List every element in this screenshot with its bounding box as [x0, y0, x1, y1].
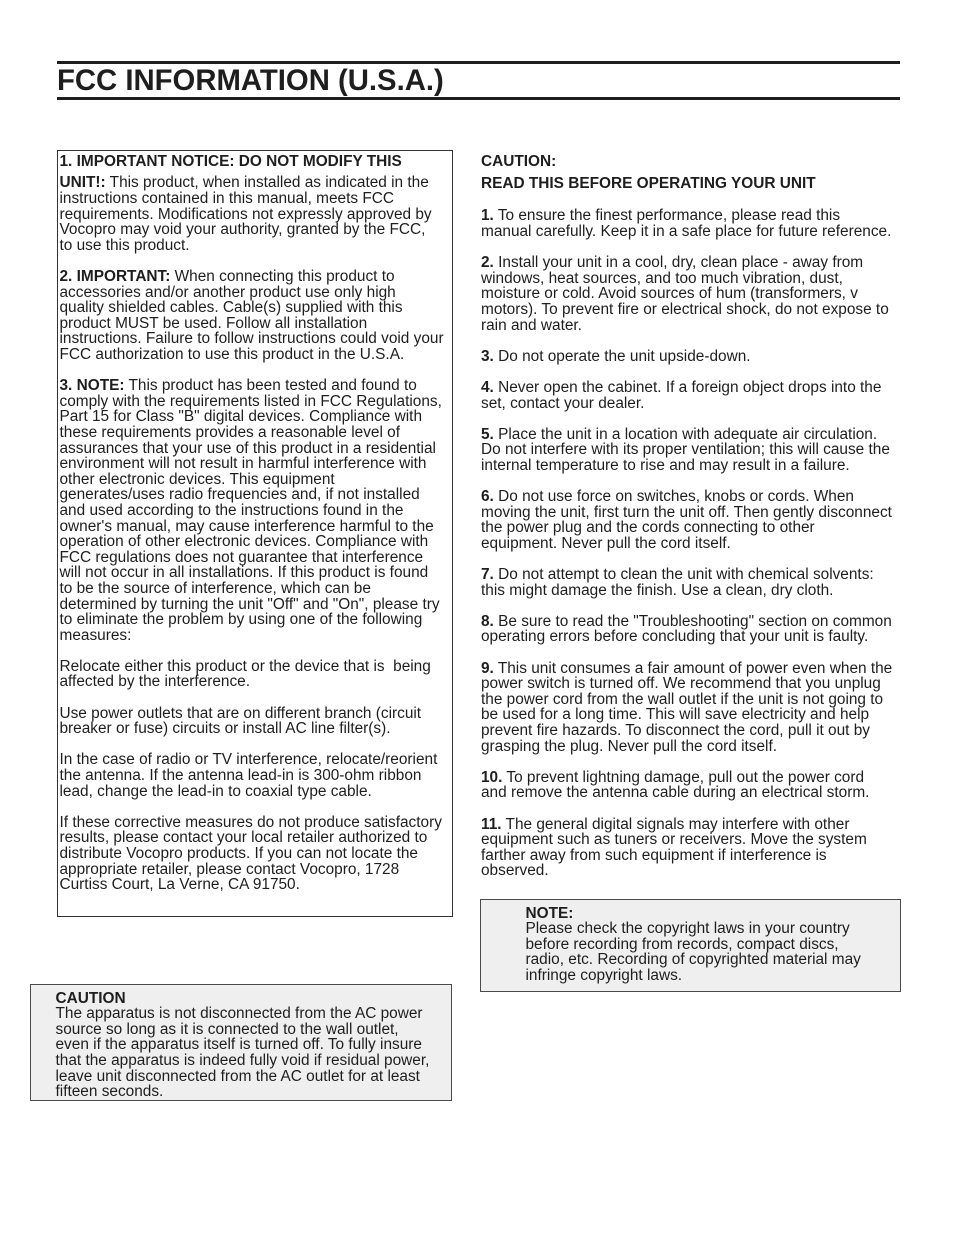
line-text: equipment such as tuners or receivers. Move the system	[481, 831, 867, 849]
text-line	[481, 458, 892, 474]
line-text: farther away from such equipment if interference is	[481, 846, 827, 864]
text-line	[481, 286, 892, 302]
line-text: radio, etc. Recording of copyrighted material may	[525, 951, 861, 969]
fcc-paragraph	[60, 175, 444, 253]
caution-text	[56, 991, 430, 1100]
text-line	[481, 661, 892, 677]
item-number: 1.	[481, 207, 494, 225]
line-text: Use power outlets that are on different branch (circuit	[59, 704, 422, 722]
page-title: FCC INFORMATION (U.S.A.)	[57, 64, 444, 97]
line-text: moving the unit, first turn the unit off. Then gently disconnect	[481, 503, 892, 521]
line-text: operating errors before concluding that your unit is faulty.	[481, 628, 869, 646]
text-line	[481, 583, 892, 599]
line-text: these requirements provides a reasonable level of	[59, 423, 401, 441]
line-text: before recording from records, compact discs,	[525, 935, 839, 953]
line-text: instructions. Failure to follow instructions could void your	[59, 330, 444, 348]
line-text: owner's manual, may cause interference harmful to the	[59, 517, 434, 535]
text-line	[56, 1069, 430, 1085]
text-line	[60, 815, 444, 831]
item-number: 7.	[481, 566, 494, 584]
line-text: operation of other electronic devices. Compliance with	[59, 533, 429, 551]
line-text: the power cord from the wall outlet if the unit is not going to	[481, 690, 884, 708]
text-line	[481, 629, 892, 645]
fcc-paragraph	[60, 752, 444, 799]
text-line	[481, 505, 892, 521]
fcc-paragraph	[60, 269, 444, 363]
text-line	[60, 456, 444, 472]
fcc-paragraph	[60, 659, 444, 690]
caution-body	[56, 1006, 430, 1100]
text-line	[481, 442, 892, 458]
paragraph-lead: 3. NOTE:	[59, 377, 125, 395]
line-text: internal temperature to rise and may result in a failure.	[481, 456, 850, 474]
line-text: Do not attempt to clean the unit with chemical solvents:	[498, 566, 874, 584]
line-text: Vocopro may void your authority, granted by the FCC,	[59, 221, 426, 239]
title-rule-bottom	[57, 97, 900, 100]
text-line	[481, 396, 892, 412]
note-text	[526, 906, 861, 984]
line-text: Never open the cabinet. If a foreign object drops into the	[498, 378, 882, 396]
text-line	[481, 817, 892, 833]
item-number: 11.	[481, 815, 502, 833]
line-text: comply with the requirements listed in FCC Regulations,	[59, 392, 442, 410]
line-text: measures:	[59, 626, 132, 644]
text-line	[60, 331, 444, 347]
text-line	[481, 770, 892, 786]
fcc-paragraph	[60, 815, 444, 893]
text-line	[60, 519, 444, 535]
caution-paragraph	[56, 1006, 430, 1100]
fcc-notice-box	[57, 150, 453, 917]
line-text: this might damage the finish. Use a clean, dry cloth.	[481, 581, 834, 599]
item-number: 9.	[481, 659, 494, 677]
operating-caution-heading: CAUTION:	[481, 153, 557, 170]
text-line	[481, 427, 892, 443]
caution-item	[481, 489, 892, 551]
line-text: affected by the interference.	[59, 673, 251, 691]
line-text: To ensure the finest performance, please read this	[497, 207, 841, 225]
line-text: prevent fire hazards. To disconnect the cord, pull it out by	[481, 721, 870, 739]
operating-caution-items	[481, 208, 892, 879]
line-text: leave unit disconnected from the AC outlet for at least	[55, 1067, 420, 1085]
line-text: source so long as it is connected to the wall outlet,	[55, 1020, 399, 1038]
text-line	[481, 723, 892, 739]
text-line	[481, 318, 892, 334]
text-line	[481, 489, 892, 505]
text-line	[481, 567, 892, 583]
text-line	[60, 565, 444, 581]
text-line	[60, 612, 444, 628]
line-text: will not occur in all installations. If this product is found	[59, 564, 429, 582]
text-line	[481, 739, 892, 755]
text-line	[526, 952, 861, 968]
line-text: appropriate retailer, please contact Vocopro, 1728	[59, 860, 400, 878]
line-text: to eliminate the problem by using one of the following	[59, 611, 423, 629]
line-text: Do not use force on switches, knobs or cords. When	[498, 488, 854, 506]
line-text: to use this product.	[59, 236, 190, 254]
text-line	[60, 674, 444, 690]
line-text: requirements. Modifications not expressly approved by	[59, 205, 432, 223]
line-text: motors). To prevent fire or electrical shock, do not expose to	[481, 300, 889, 318]
line-text: assurances that your use of this product in a residential	[59, 439, 436, 457]
caution-item	[481, 255, 892, 333]
text-line	[60, 222, 444, 238]
line-text: Do not interfere with its proper ventilation; this will cause the	[481, 441, 890, 459]
text-line	[60, 394, 444, 410]
item-number: 3.	[481, 347, 494, 365]
fcc-notice-heading: 1. IMPORTANT NOTICE: DO NOT MODIFY THIS	[59, 153, 402, 171]
caution-item	[481, 661, 892, 755]
line-text: infringe copyright laws.	[525, 967, 683, 985]
text-line	[60, 238, 444, 254]
text-line	[56, 1053, 430, 1069]
text-line	[60, 378, 444, 394]
fcc-paragraph	[60, 706, 444, 737]
line-text: that the apparatus is indeed fully void if residual power,	[55, 1052, 430, 1070]
text-line	[60, 877, 444, 893]
line-text: windows, heat sources, and too much vibration, dust,	[481, 269, 843, 287]
line-text: The general digital signals may interfere with other	[505, 815, 850, 833]
item-number: 6.	[481, 488, 494, 506]
item-number: 4.	[481, 378, 494, 396]
text-line	[60, 846, 444, 862]
text-line	[60, 628, 444, 644]
operating-caution-header	[481, 154, 816, 192]
line-text: determined by turning the unit "Off" and "On", please try	[59, 595, 440, 613]
line-text: the antenna. If the antenna lead-in is 300-ohm ribbon	[59, 767, 422, 785]
line-text: In the case of radio or TV interference, relocate/reorient	[59, 751, 438, 769]
line-text: power switch is turned off. We recommend that you unplug	[481, 675, 881, 693]
text-line	[60, 316, 444, 332]
text-line	[60, 300, 444, 316]
text-line	[481, 271, 892, 287]
line-text: be used for a long time. This will save electricity and help	[481, 706, 870, 724]
text-line	[60, 768, 444, 784]
paragraph-lead: 2. IMPORTANT:	[59, 268, 171, 286]
text-line	[526, 921, 861, 937]
line-text: to be the source of interference, which can be	[59, 579, 371, 597]
caution-heading: CAUTION	[55, 989, 126, 1007]
caution-item	[481, 208, 892, 239]
item-number: 8.	[481, 612, 494, 630]
line-text: Place the unit in a location with adequate air circulation.	[498, 425, 878, 443]
text-line	[481, 255, 892, 271]
text-line	[481, 302, 892, 318]
line-text: even if the apparatus itself is turned off. To fully insure	[55, 1036, 422, 1054]
line-text: the power plug and the cords connecting to other	[481, 519, 815, 537]
text-line	[481, 848, 892, 864]
text-line	[60, 862, 444, 878]
caution-item	[481, 817, 892, 879]
text-line	[56, 1022, 430, 1038]
line-text: accessories and/or another product use only high	[59, 283, 396, 301]
line-text: set, contact your dealer.	[481, 394, 645, 412]
text-line	[481, 676, 892, 692]
line-text: quality shielded cables. Cable(s) supplied with this	[59, 299, 403, 317]
caution-item	[481, 567, 892, 598]
text-line	[481, 536, 892, 552]
text-line	[481, 208, 892, 224]
text-line	[60, 207, 444, 223]
fcc-notice-paragraphs	[60, 175, 444, 892]
operating-caution-subheading: READ THIS BEFORE OPERATING YOUR UNIT	[481, 175, 816, 193]
text-line	[481, 707, 892, 723]
line-text: Do not operate the unit upside-down.	[498, 347, 751, 365]
text-line	[60, 752, 444, 768]
text-line	[60, 597, 444, 613]
text-line	[481, 380, 892, 396]
text-line	[481, 349, 892, 365]
line-text: generates/uses radio frequencies and, if not installed	[59, 486, 420, 504]
line-text: results, please contact your local retailer authorized to	[59, 829, 428, 847]
text-line	[60, 487, 444, 503]
text-line	[60, 721, 444, 737]
note-heading: NOTE:	[525, 904, 574, 922]
item-number: 5.	[481, 425, 494, 443]
line-text: This unit consumes a fair amount of power even when the	[497, 659, 893, 677]
text-line	[60, 285, 444, 301]
caution-item	[481, 349, 892, 365]
text-line	[60, 581, 444, 597]
text-line	[60, 550, 444, 566]
line-text: lead, change the lead-in to coaxial type cable.	[59, 782, 372, 800]
text-line	[60, 269, 444, 285]
text-line	[526, 937, 861, 953]
line-text: The apparatus is not disconnected from the AC power	[55, 1005, 423, 1023]
text-line	[60, 409, 444, 425]
line-text: other electronic devices. This equipment	[59, 470, 335, 488]
line-text: This product has been tested and found to	[128, 377, 417, 395]
line-text: FCC regulations does not guarantee that interference	[59, 548, 424, 566]
note-paragraph	[526, 921, 861, 983]
note-body	[526, 921, 861, 983]
text-line	[60, 425, 444, 441]
text-line	[60, 706, 444, 722]
text-line	[481, 520, 892, 536]
line-text: FCC authorization to use this product in the U.S.A.	[59, 346, 405, 363]
text-line	[481, 692, 892, 708]
line-text: To prevent lightning damage, pull out the power cord	[506, 768, 865, 786]
line-text: Curtiss Court, La Verne, CA 91750.	[59, 876, 300, 894]
ac-power-caution-box	[30, 984, 452, 1101]
text-line	[481, 832, 892, 848]
text-line	[60, 659, 444, 675]
text-line	[60, 534, 444, 550]
line-text: and used according to the instructions found in the	[59, 501, 404, 519]
line-text: Relocate either this product or the device that is being	[59, 657, 431, 675]
fcc-paragraph	[60, 378, 444, 643]
line-text: product MUST be used. Follow all installation	[59, 314, 368, 332]
line-text: fifteen seconds.	[55, 1083, 164, 1101]
caution-item	[481, 770, 892, 801]
text-line	[60, 175, 444, 191]
line-text: breaker or fuse) circuits or install AC line filter(s).	[59, 720, 391, 738]
line-text: Install your unit in a cool, dry, clean place - away from	[498, 254, 864, 272]
line-text: manual carefully. Keep it in a safe place for future reference.	[481, 222, 892, 240]
line-text: grasping the plug. Never pull the cord itself.	[481, 737, 778, 755]
line-text: instructions contained in this manual, meets FCC	[59, 190, 394, 208]
line-text: Be sure to read the "Troubleshooting" section on common	[498, 612, 892, 630]
text-line	[526, 968, 861, 984]
text-line	[60, 191, 444, 207]
text-line	[60, 472, 444, 488]
line-text: observed.	[481, 862, 549, 880]
line-text: equipment. Never pull the cord itself.	[481, 534, 731, 552]
line-text: Please check the copyright laws in your country	[525, 920, 850, 938]
text-line	[60, 441, 444, 457]
text-line	[60, 830, 444, 846]
line-text: If these corrective measures do not produce satisfactory	[59, 813, 442, 831]
caution-item	[481, 427, 892, 474]
line-text: and remove the antenna cable during an electrical storm.	[481, 784, 870, 802]
line-text: When connecting this product to	[174, 268, 395, 286]
text-line	[481, 785, 892, 801]
line-text: distribute Vocopro products. If you can not locate the	[59, 845, 418, 862]
fcc-notice-text	[60, 154, 444, 893]
paragraph-lead: UNIT!:	[59, 174, 106, 192]
text-line	[481, 863, 892, 879]
text-line	[60, 503, 444, 519]
text-line	[60, 784, 444, 800]
line-text: Part 15 for Class "B" digital devices. Compliance with	[59, 408, 422, 426]
text-line	[56, 1006, 430, 1022]
line-text: This product, when installed as indicated in the	[109, 174, 429, 192]
line-text: environment will not result in harmful interference with	[59, 455, 427, 473]
line-text: moisture or cold. Avoid sources of hum (transformers, v	[481, 285, 858, 303]
item-number: 2.	[481, 254, 494, 272]
caution-item	[481, 380, 892, 411]
item-number: 10.	[481, 768, 503, 786]
text-line	[56, 1084, 430, 1100]
text-line	[481, 224, 892, 240]
line-text: rain and water.	[481, 316, 582, 334]
text-line	[60, 347, 444, 363]
caution-item	[481, 614, 892, 645]
copyright-note-box	[480, 899, 901, 992]
text-line	[56, 1037, 430, 1053]
text-line	[481, 614, 892, 630]
